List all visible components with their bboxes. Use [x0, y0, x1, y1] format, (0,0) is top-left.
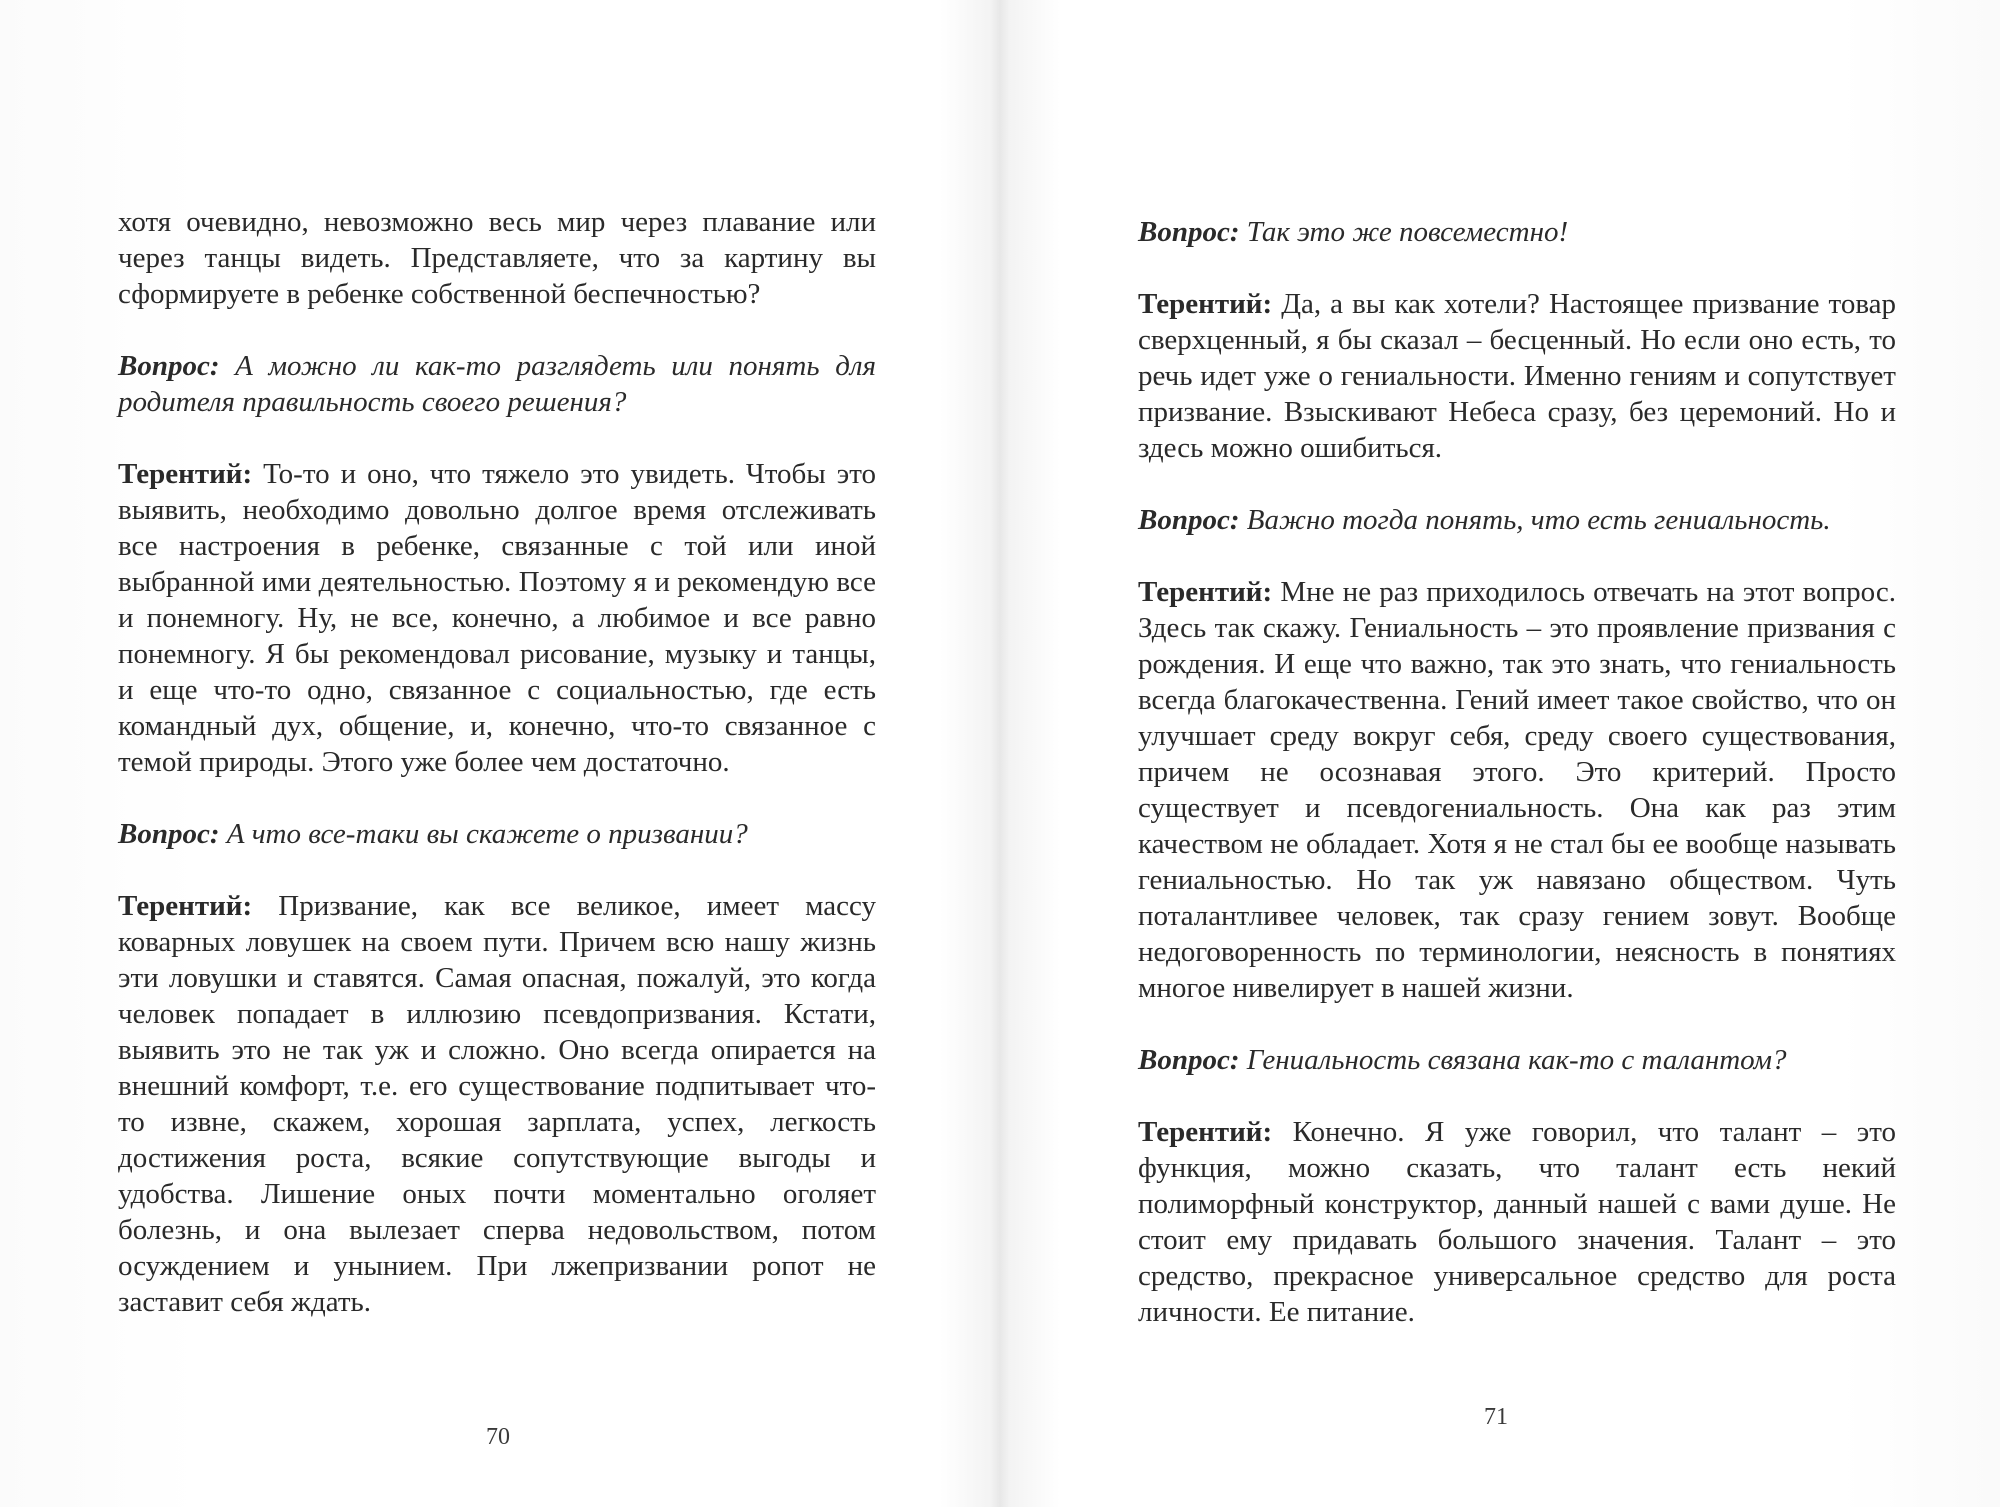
question-text: Важно тогда понять, что есть гениальность. — [1246, 504, 1831, 536]
speaker-label: Вопрос: — [1138, 1044, 1240, 1076]
answer-paragraph — [1138, 574, 1896, 1006]
speaker-label: Терентий: — [1138, 576, 1273, 608]
question-paragraph — [1138, 502, 1896, 538]
question-text: А что все-таки вы скажете о призвании? — [226, 818, 748, 850]
speaker-label: Вопрос: — [118, 818, 220, 850]
answer-paragraph — [1138, 286, 1896, 466]
page-number-left: 70 — [486, 1424, 510, 1450]
answer-paragraph — [118, 888, 876, 1320]
answer-paragraph — [118, 456, 876, 780]
question-text: Так это же повсеместно! — [1246, 216, 1569, 248]
paragraph-text: хотя очевидно, невозможно весь мир через плавание или через танцы видеть. Представляете, что за картину вы сформируете в ребенке собственной беспечностью? — [118, 206, 876, 310]
speaker-label: Терентий: — [118, 458, 253, 490]
left-page-text — [118, 204, 876, 1356]
speaker-label: Вопрос: — [1138, 216, 1240, 248]
speaker-label: Терентий: — [1138, 1116, 1273, 1148]
speaker-label: Вопрос: — [1138, 504, 1240, 536]
answer-paragraph — [1138, 1114, 1896, 1330]
speaker-label: Терентий: — [1138, 288, 1273, 320]
answer-text: Да, а вы как хотели? Настоящее призвание товар сверхценный, я бы сказал – бесценный. Но если оно есть, то речь идет уже о гениальности. Именно гениям и сопутствует призвание. Взыскивают Небеса сразу, без церемоний. Но и здесь можно ошибиться. — [1138, 288, 1896, 464]
answer-text: Мне не раз приходилось отвечать на этот вопрос. Здесь так скажу. Гениальность – это проявление призвания с рождения. И еще что важно, так это знать, что гениальность всегда благокачественна. Гений имеет такое свойство, что он улучшает среду вокруг себя, среду своего существования, причем не осознавая этого. Это критерий. Просто существует и псевдогениальность. Она как раз этим качеством не обладает. Хотя я не стал бы ее вообще называть гениальностью. Но так уж навязано обществом. Чуть поталантливее человек, так сразу гением зовут. Вообще недоговоренность по терминологии, неясность в понятиях многое нивелирует в нашей жизни. — [1138, 576, 1897, 1004]
speaker-label: Вопрос: — [118, 350, 220, 382]
answer-text: То-то и оно, что тяжело это увидеть. Чтобы это выявить, необходимо довольно долгое время отслеживать все настроения в ребенке, связанные с той или иной выбранной ими деятельностью. Поэтому я и рекомендую все и понемногу. Ну, не все, конечно, а любимое и все равно понемногу. Я бы рекомендовал рисование, музыку и танцы, и еще что-то одно, связанное с социальностью, где есть командный дух, общение, и, конечно, что-то связанное с темой природы. Этого уже более чем достаточно. — [118, 458, 877, 778]
speaker-label: Терентий: — [118, 890, 253, 922]
answer-text: Призвание, как все великое, имеет массу коварных ловушек на своем пути. Причем всю нашу жизнь эти ловушки и ставятся. Самая опасная, пожалуй, это когда человек попадает в иллюзию псевдопризвания. Кстати, выявить это не так уж и сложно. Оно всегда опирается на внешний комфорт, т.е. его существование подпитывает что-то извне, скажем, хорошая зарплата, успех, легкость достижения роста, всякие сопутствующие выгоды и удобства. Лишение оных почти моментально оголяет болезнь, и она вылезает сперва недовольством, потом осуждением и унынием. При лжепризвании ропот не заставит себя ждать. — [118, 890, 876, 1318]
paragraph — [118, 204, 876, 312]
answer-text: Конечно. Я уже говорил, что талант – это функция, можно сказать, что талант есть некий полиморфный конструктор, данный нашей с вами душе. Не стоит ему придавать большого значения. Талант – это средство, прекрасное универсальное средство для роста личности. Ее питание. — [1138, 1116, 1896, 1328]
page-number-right: 71 — [1484, 1404, 1508, 1430]
question-text: А можно ли как-то разглядеть или понять для родителя правильность своего решения? — [118, 350, 876, 418]
question-paragraph — [1138, 214, 1896, 250]
question-paragraph — [118, 348, 876, 420]
question-paragraph — [1138, 1042, 1896, 1078]
right-page — [1000, 0, 2000, 1507]
question-paragraph — [118, 816, 876, 852]
question-text: Гениальность связана как-то с талантом? — [1246, 1044, 1787, 1076]
right-page-text — [1138, 214, 1896, 1366]
